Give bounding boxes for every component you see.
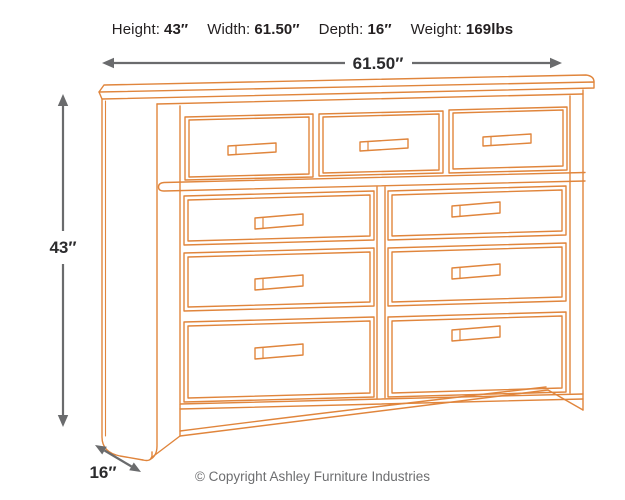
arrowhead-up-icon (58, 94, 68, 106)
dresser-front-left-corner (150, 104, 157, 460)
width-dimension-label: 61.50″ (352, 54, 404, 73)
spec-label: Depth: (318, 21, 364, 38)
arrowhead-left-icon (102, 58, 114, 68)
drawer-handle (452, 326, 500, 341)
dresser-side-panel-edge (102, 99, 143, 460)
copyright-text: © Copyright Ashley Furniture Industries (194, 469, 431, 484)
spec-value: 43″ (164, 21, 189, 38)
drawer-opening (388, 312, 566, 397)
dresser-top-rail (157, 94, 583, 104)
drawer-handle (483, 134, 531, 146)
drawer-handle (452, 264, 500, 279)
drawer-handle (452, 202, 500, 217)
spec-value: 61.50″ (254, 21, 300, 38)
dresser-base-top-line (180, 394, 583, 404)
spec-value: 169lbs (465, 21, 514, 38)
drawer-handle (255, 214, 303, 229)
dresser-center-stile (377, 187, 385, 398)
depth-dimension-label: 16″ (89, 463, 117, 482)
drawer-handle (255, 344, 303, 359)
arrowhead-right-icon (550, 58, 562, 68)
dresser-foot-to-base-line (151, 436, 180, 458)
spec-label: Width: (207, 21, 251, 38)
width-dimension-arrow (102, 58, 562, 68)
drawer-handle (360, 139, 408, 151)
drawer-handle (255, 275, 303, 290)
drawer-opening (184, 317, 374, 402)
drawer-handle (228, 143, 276, 155)
dresser-top-front-edge (99, 82, 594, 99)
arrowhead-down-icon (58, 415, 68, 427)
dresser-line-art (99, 75, 594, 461)
spec-label: Weight: (410, 21, 462, 38)
drawer-handle-cap (236, 137, 491, 359)
spec-label: Height: (111, 21, 161, 38)
height-dimension-arrow (58, 94, 68, 427)
height-dimension-label: 43″ (49, 238, 77, 257)
spec-value: 16″ (367, 21, 392, 38)
drawer-front (188, 321, 370, 398)
